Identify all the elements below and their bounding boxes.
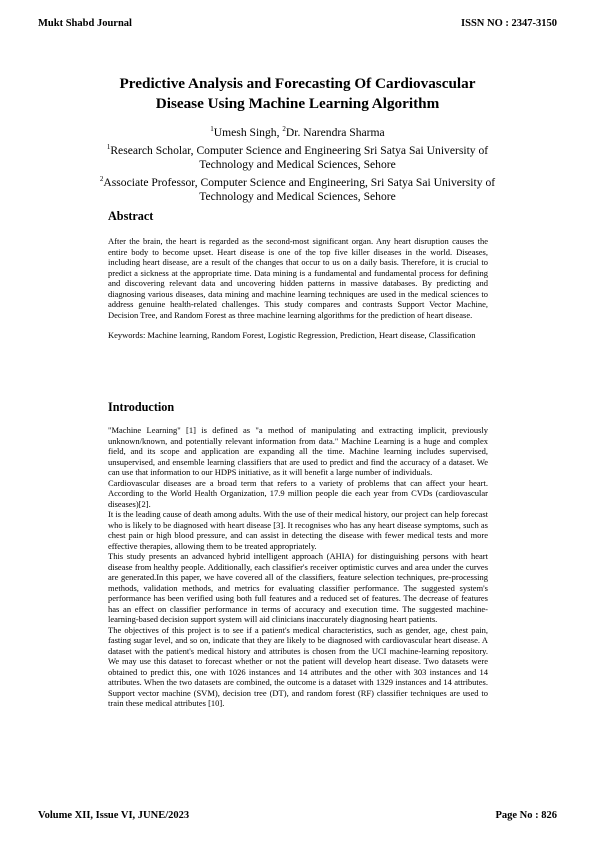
intro-paragraph-3: It is the leading cause of death among adults. With the use of their medical history, our project can help forecast who is likely to be diagnosed with heart disease [3]. It recognises who has any heart disease symptoms, such as chest pain or high blood pressure, and can assist in detecting the disease with fewer medical tests and more effective therapies, allowing them to be treated appropriately. — [108, 509, 488, 551]
abstract-heading: Abstract — [108, 209, 154, 223]
author-1-superscript: 1 — [210, 125, 214, 133]
keywords: Keywords: Machine learning, Random Forest, Logistic Regression, Prediction, Heart disease, Classification — [108, 330, 476, 340]
author-1-name: Umesh Singh, — [213, 125, 283, 139]
journal-name: Mukt Shabd Journal — [38, 18, 132, 29]
affiliation-2-line-2: Technology and Medical Sciences, Sehore — [199, 189, 396, 203]
paper-title — [60, 74, 535, 114]
page-number: Page No : 826 — [495, 810, 557, 821]
volume-issue: Volume XII, Issue VI, JUNE/2023 — [38, 810, 190, 821]
paper-title-line-2: Disease Using Machine Learning Algorithm — [155, 95, 440, 112]
affiliation-2 — [60, 172, 535, 204]
author-names — [60, 122, 535, 140]
paper-title-line-1: Predictive Analysis and Forecasting Of Cardiovascular — [119, 75, 476, 92]
affiliation-1-line-1: Research Scholar, Computer Science and Engineering Sri Satya Sai University of — [110, 143, 489, 157]
affiliation-1-superscript: 1 — [106, 142, 111, 151]
affiliation-2-line-1: Associate Professor, Computer Science and Engineering, Sri Satya Sai University of — [103, 175, 496, 189]
intro-paragraph-1: "Machine Learning" [1] is defined as "a method of manipulating and extracting implicit, previously unknown/known, and potentially relevant information from data." Machine Learning is a huge and complex field, and its scope and application are expanding all the time. Machine learning includes supervised, unsupervised, and ensemble learning classifiers that are used to predict and find the accuracy of a dataset. We can use that information to our HDPS initiative, as it will benefit a large number of individuals. — [108, 425, 488, 477]
intro-paragraph-5: The objectives of this project is to see if a patient's medical characteristics, such as gender, age, chest pain, fasting sugar level, and so on, indicate that they are likely to be diagnosed with cardiovascular heart disease. A dataset with the patient's medical history and attributes is chosen from the UCI machine-learning repository. We may use this dataset to forecast whether or not the patient will develop heart disease. Two datasets were obtained to predict this, one with 1026 instances and 14 attributes and the other with 303 instances and 14 attributes. When the two datasets are combined, the outcome is a dataset with 1329 instances and 14 attributes. Support vector machine (SVM), decision tree (DT), and random forest (RF) classifier techniques are used to train these medical attributes [10]. — [108, 624, 488, 708]
author-block — [60, 122, 535, 204]
intro-paragraph-2: Cardiovascular diseases are a broad term that refers to a variety of problems that can affect your heart. According to the World Health Organization, 17.9 million people die each year from CVDs (cardiovascular diseases)[2]. — [108, 477, 488, 509]
author-2-name: Dr. Narendra Sharma — [285, 125, 385, 139]
affiliation-1-line-2: Technology and Medical Sciences, Sehore — [199, 157, 396, 171]
affiliation-1 — [60, 140, 535, 172]
abstract-body — [108, 236, 488, 341]
affiliation-2-superscript: 2 — [99, 174, 104, 183]
author-2-superscript: 2 — [282, 125, 286, 133]
abstract-text: After the brain, the heart is regarded as the second-most significant organ. Any heart disruption causes the entire body to become upset. Heart disease is one of the top five killer diseases in the world. Diseases, including heart disease, are a result of the changes that occur to us on a daily basis. Therefore, it is crucial to predict a sickness at the appropriate time. Data mining is a fundamental and fundamental process for defining and discovering relevant data and uncovering hidden patterns in massive databases. By predicting and diagnosing various diseases, data mining and machine learning techniques are used in the medical sciences to address genuine health-related challenges. This study compares and contrasts Support Vector Machine, Decision Tree, and Random Forest as three machine learning algorithms for the prediction of heart disease. — [108, 236, 488, 320]
intro-paragraph-4: This study presents an advanced hybrid intelligent approach (AHIA) for distinguishing persons with heart disease from healthy people. Additionally, each classifier's receiver optimistic curves and area under the curves are generated.In this paper, we have covered all of the classifiers, feature selection techniques, pre-processing methods, validation methods, and metrics for evaluating classifier performance. The suggested system's performance has been verified using both full features and a reduced set of features. The decrease of features has an effect on classifier performance in terms of accuracy and execution time. The suggested machine-learning-based decision support system will aid clinicians inaccurately diagnosing heart patients. — [108, 551, 488, 624]
issn-number: ISSN NO : 2347-3150 — [461, 18, 557, 29]
introduction-body — [108, 425, 488, 709]
introduction-heading: Introduction — [108, 400, 175, 414]
